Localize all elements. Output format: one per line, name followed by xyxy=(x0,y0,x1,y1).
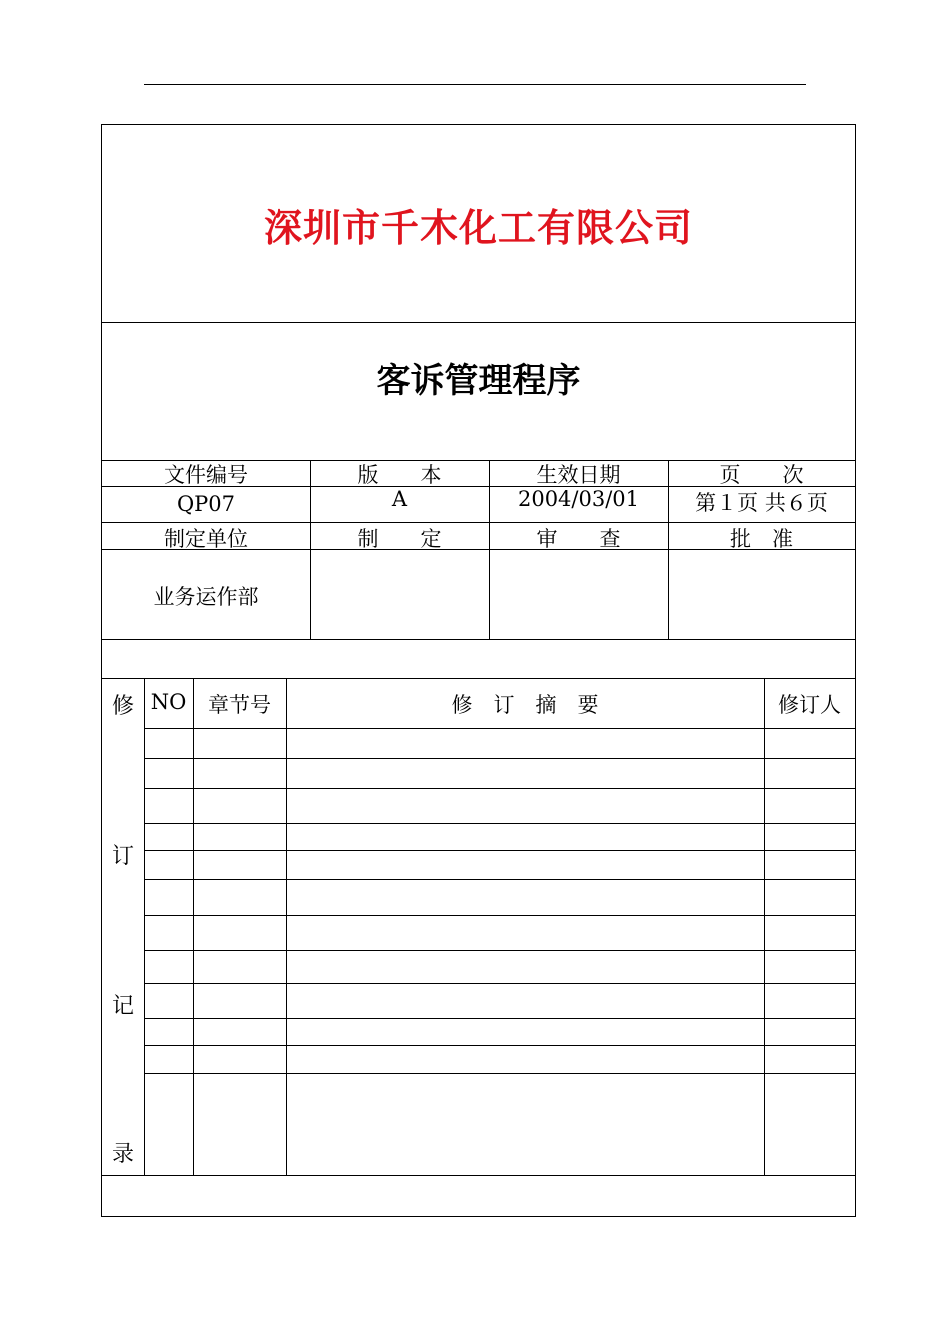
divider xyxy=(144,983,855,984)
revision-side-label-char: 录 xyxy=(111,1142,134,1167)
divider xyxy=(144,1018,855,1019)
divider xyxy=(286,678,287,1175)
divider xyxy=(144,1073,855,1074)
divider xyxy=(144,728,855,729)
header-version: 版 本 xyxy=(357,463,442,487)
divider xyxy=(102,1175,855,1176)
revision-header-section: 章节号 xyxy=(208,693,271,717)
issuing-unit-value: 业务运作部 xyxy=(153,585,259,609)
page-value: 第１页 共６页 xyxy=(695,491,828,515)
divider xyxy=(764,678,765,1175)
header-reviewed-by: 审 查 xyxy=(536,527,621,551)
header-prepared-by: 制 定 xyxy=(357,527,442,551)
divider xyxy=(144,879,855,880)
divider xyxy=(144,850,855,851)
revision-side-label-char: 记 xyxy=(111,994,134,1019)
document-cover-table xyxy=(101,124,856,1217)
divider xyxy=(144,758,855,759)
version-value: A xyxy=(391,487,408,511)
divider xyxy=(102,322,855,323)
header-approved-by: 批 准 xyxy=(730,527,793,551)
divider xyxy=(102,678,855,679)
divider xyxy=(144,788,855,789)
divider xyxy=(144,678,145,1175)
document-title: 客诉管理程序 xyxy=(376,361,581,401)
header-issuing-unit: 制定单位 xyxy=(164,527,248,551)
company-name: 深圳市千木化工有限公司 xyxy=(263,205,693,250)
header-doc-number: 文件编号 xyxy=(164,463,248,487)
divider xyxy=(102,639,855,640)
header-page: 页 次 xyxy=(719,463,804,487)
divider xyxy=(144,950,855,951)
divider xyxy=(193,678,194,1175)
divider xyxy=(144,823,855,824)
effective-date-value: 2004/03/01 xyxy=(517,487,640,511)
revision-side-label-char: 修 xyxy=(111,694,134,719)
header-effective-date: 生效日期 xyxy=(536,463,621,487)
revision-header-summary: 修 订 摘 要 xyxy=(451,693,599,717)
divider xyxy=(144,915,855,916)
revision-header-no: NO xyxy=(150,690,187,714)
divider xyxy=(144,1045,855,1046)
header-rule xyxy=(144,84,806,85)
doc-number-value: QP07 xyxy=(176,492,236,516)
revision-header-reviser: 修订人 xyxy=(778,693,841,717)
revision-side-label-char: 订 xyxy=(111,844,134,869)
